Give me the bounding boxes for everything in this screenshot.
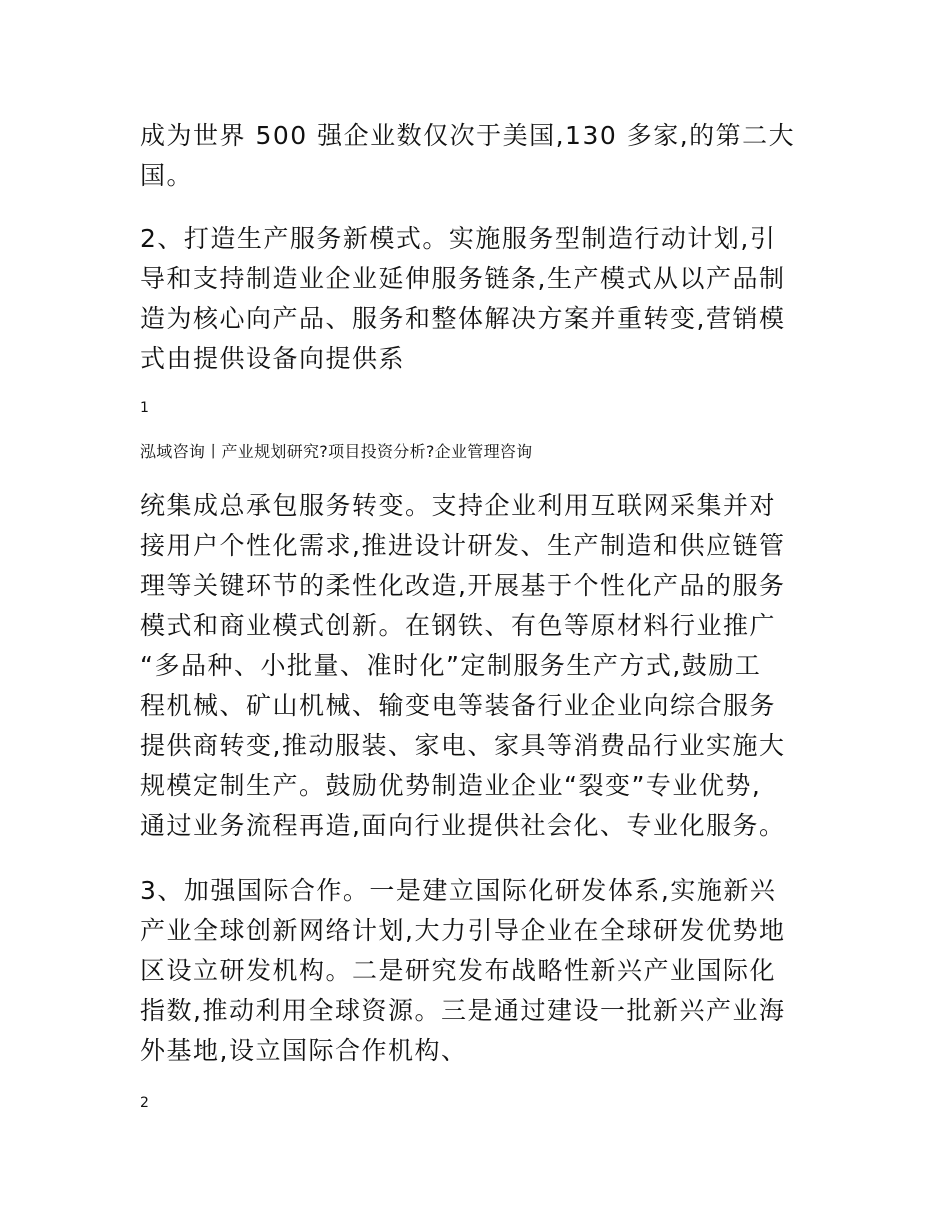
text-line: 造为核心向产品、服务和整体解决方案并重转变,营销模 bbox=[140, 304, 786, 333]
paragraph-global-500 bbox=[140, 116, 810, 196]
paragraph-service-model bbox=[140, 219, 810, 379]
text-line: 外基地,设立国际合作机构、 bbox=[140, 1036, 468, 1065]
text-line: 式由提供设备向提供系 bbox=[140, 344, 406, 373]
text-line: 模式和商业模式创新。在钢铁、有色等原材料行业推广 bbox=[140, 611, 777, 640]
page-number: 1 bbox=[140, 400, 149, 416]
text-line: “多品种、小批量、准时化”定制服务生产方式,鼓励工 bbox=[140, 651, 762, 680]
text-line: 提供商转变,推动服装、家电、家具等消费品行业实施大 bbox=[140, 731, 786, 760]
page-number: 2 bbox=[140, 1095, 149, 1111]
page-header: 泓域咨询丨产业规划研究?项目投资分析?企业管理咨询 bbox=[140, 442, 533, 461]
text-line: 区设立研发机构。二是研究发布战略性新兴产业国际化 bbox=[140, 956, 777, 985]
text-line: 统集成总承包服务转变。支持企业利用互联网采集并对 bbox=[140, 491, 777, 520]
paragraph-international-cooperation bbox=[140, 871, 810, 1071]
paragraph-system-integration bbox=[140, 486, 810, 846]
text-line: 程机械、矿山机械、输变电等装备行业企业向综合服务 bbox=[140, 691, 777, 720]
text-line: 指数,推动利用全球资源。三是通过建设一批新兴产业海 bbox=[140, 996, 786, 1025]
text-line: 接用户个性化需求,推进设计研发、生产制造和供应链管 bbox=[140, 531, 786, 560]
text-line: 通过业务流程再造,面向行业提供社会化、专业化服务。 bbox=[140, 811, 786, 840]
text-line: 理等关键环节的柔性化改造,开展基于个性化产品的服务 bbox=[140, 571, 786, 600]
text-line: 2、打造生产服务新模式。实施服务型制造行动计划,引 bbox=[140, 224, 777, 253]
text-line: 成为世界 500 强企业数仅次于美国,130 多家,的第二大 bbox=[140, 121, 796, 150]
text-line: 导和支持制造业企业延伸服务链条,生产模式从以产品制 bbox=[140, 264, 786, 293]
text-line: 3、加强国际合作。一是建立国际化研发体系,实施新兴 bbox=[140, 876, 777, 905]
text-line: 规模定制生产。鼓励优势制造业企业“裂变”专业优势, bbox=[140, 771, 762, 800]
text-line: 产业全球创新网络计划,大力引导企业在全球研发优势地 bbox=[140, 916, 786, 945]
text-line: 国。 bbox=[140, 161, 194, 190]
